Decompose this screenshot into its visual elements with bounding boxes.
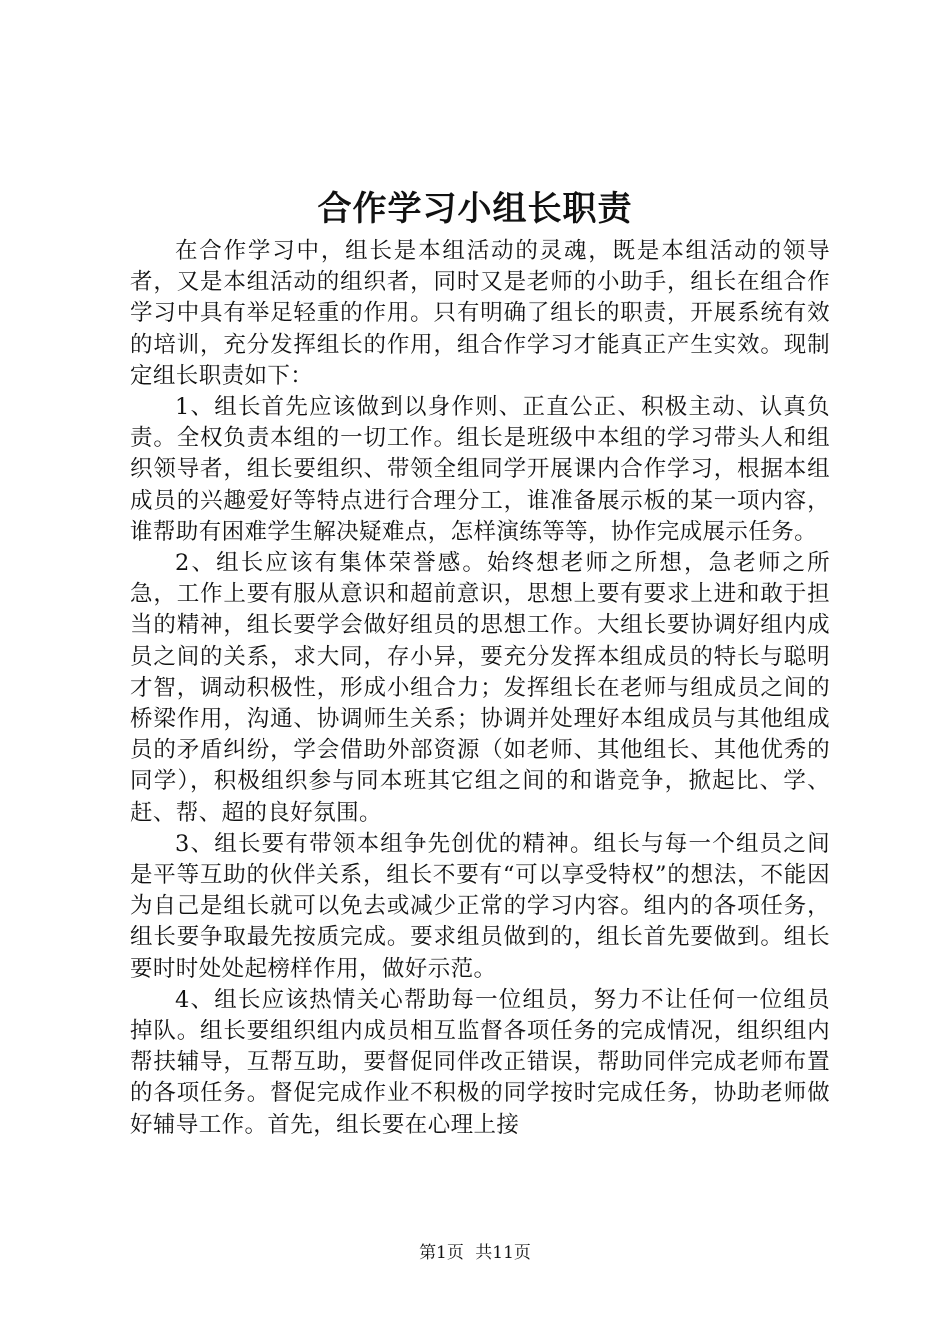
duty-paragraph-2: 2、组长应该有集体荣誉感。始终想老师之所想，急老师之所急，工作上要有服从意识和超前意识，思想上要有要求上进和敢于担当的精神，组长要学会做好组员的思想工作。大组长要协调好组内成员之间的关系，求大同，存小异，要充分发挥本组成员的特长与聪明才智，调动积极性，形成小组合力；发挥组长在老师与组成员之间的桥梁作用，沟通、协调师生关系；协调并处理好本组成员与其他组成员的矛盾纠纷，学会借助外部资源（如老师、其他组长、其他优秀的同学），积极组织参与同本班其它组之间的和谐竞争，掀起比、学、赶、帮、超的良好氛围。	[130, 550, 830, 826]
page-total: 共11页	[475, 1243, 531, 1263]
intro-paragraph: 在合作学习中，组长是本组活动的灵魂，既是本组活动的领导者，又是本组活动的组织者，同时又是老师的小助手，组长在组合作学习中具有举足轻重的作用。只有明确了组长的职责，开展系统有效的培训，充分发挥组长的作用，组合作学习才能真正产生实效。现制定组长职责如下：	[130, 238, 830, 389]
duty-paragraph-3: 3、组长要有带领本组争先创优的精神。组长与每一个组员之间是平等互助的伙伴关系，组长不要有“可以享受特权”的想法，不能因为自己是组长就可以免去或减少正常的学习内容。组内的各项任务，组长要争取最先按质完成。要求组员做到的，组长首先要做到。组长要时时处处起榜样作用，做好示范。	[130, 830, 830, 982]
document-title: 合作学习小组长职责	[317, 189, 633, 229]
document-body	[130, 236, 830, 1141]
duty-paragraph-1: 1、组长首先应该做到以身作则、正直公正、积极主动、认真负责。全权负责本组的一切工作。组长是班级中本组的学习带头人和组织领导者，组长要组织、带领全组同学开展课内合作学习，根据本组成员的兴趣爱好等特点进行合理分工，谁准备展示板的某一项内容，谁帮助有困难学生解决疑难点，怎样演练等等，协作完成展示任务。	[130, 394, 830, 545]
duty-paragraph-4: 4、组长应该热情关心帮助每一位组员，努力不让任何一位组员掉队。组长要组织组内成员相互监督各项任务的完成情况，组织组内帮扶辅导，互帮互助，要督促同伴改正错误，帮助同伴完成老师布置的各项任务。督促完成作业不积极的同学按时完成任务，协助老师做好辅导工作。首先，组长要在心理上接	[130, 986, 830, 1138]
page-footer	[0, 1241, 950, 1265]
page-number: 第1页	[419, 1243, 464, 1263]
